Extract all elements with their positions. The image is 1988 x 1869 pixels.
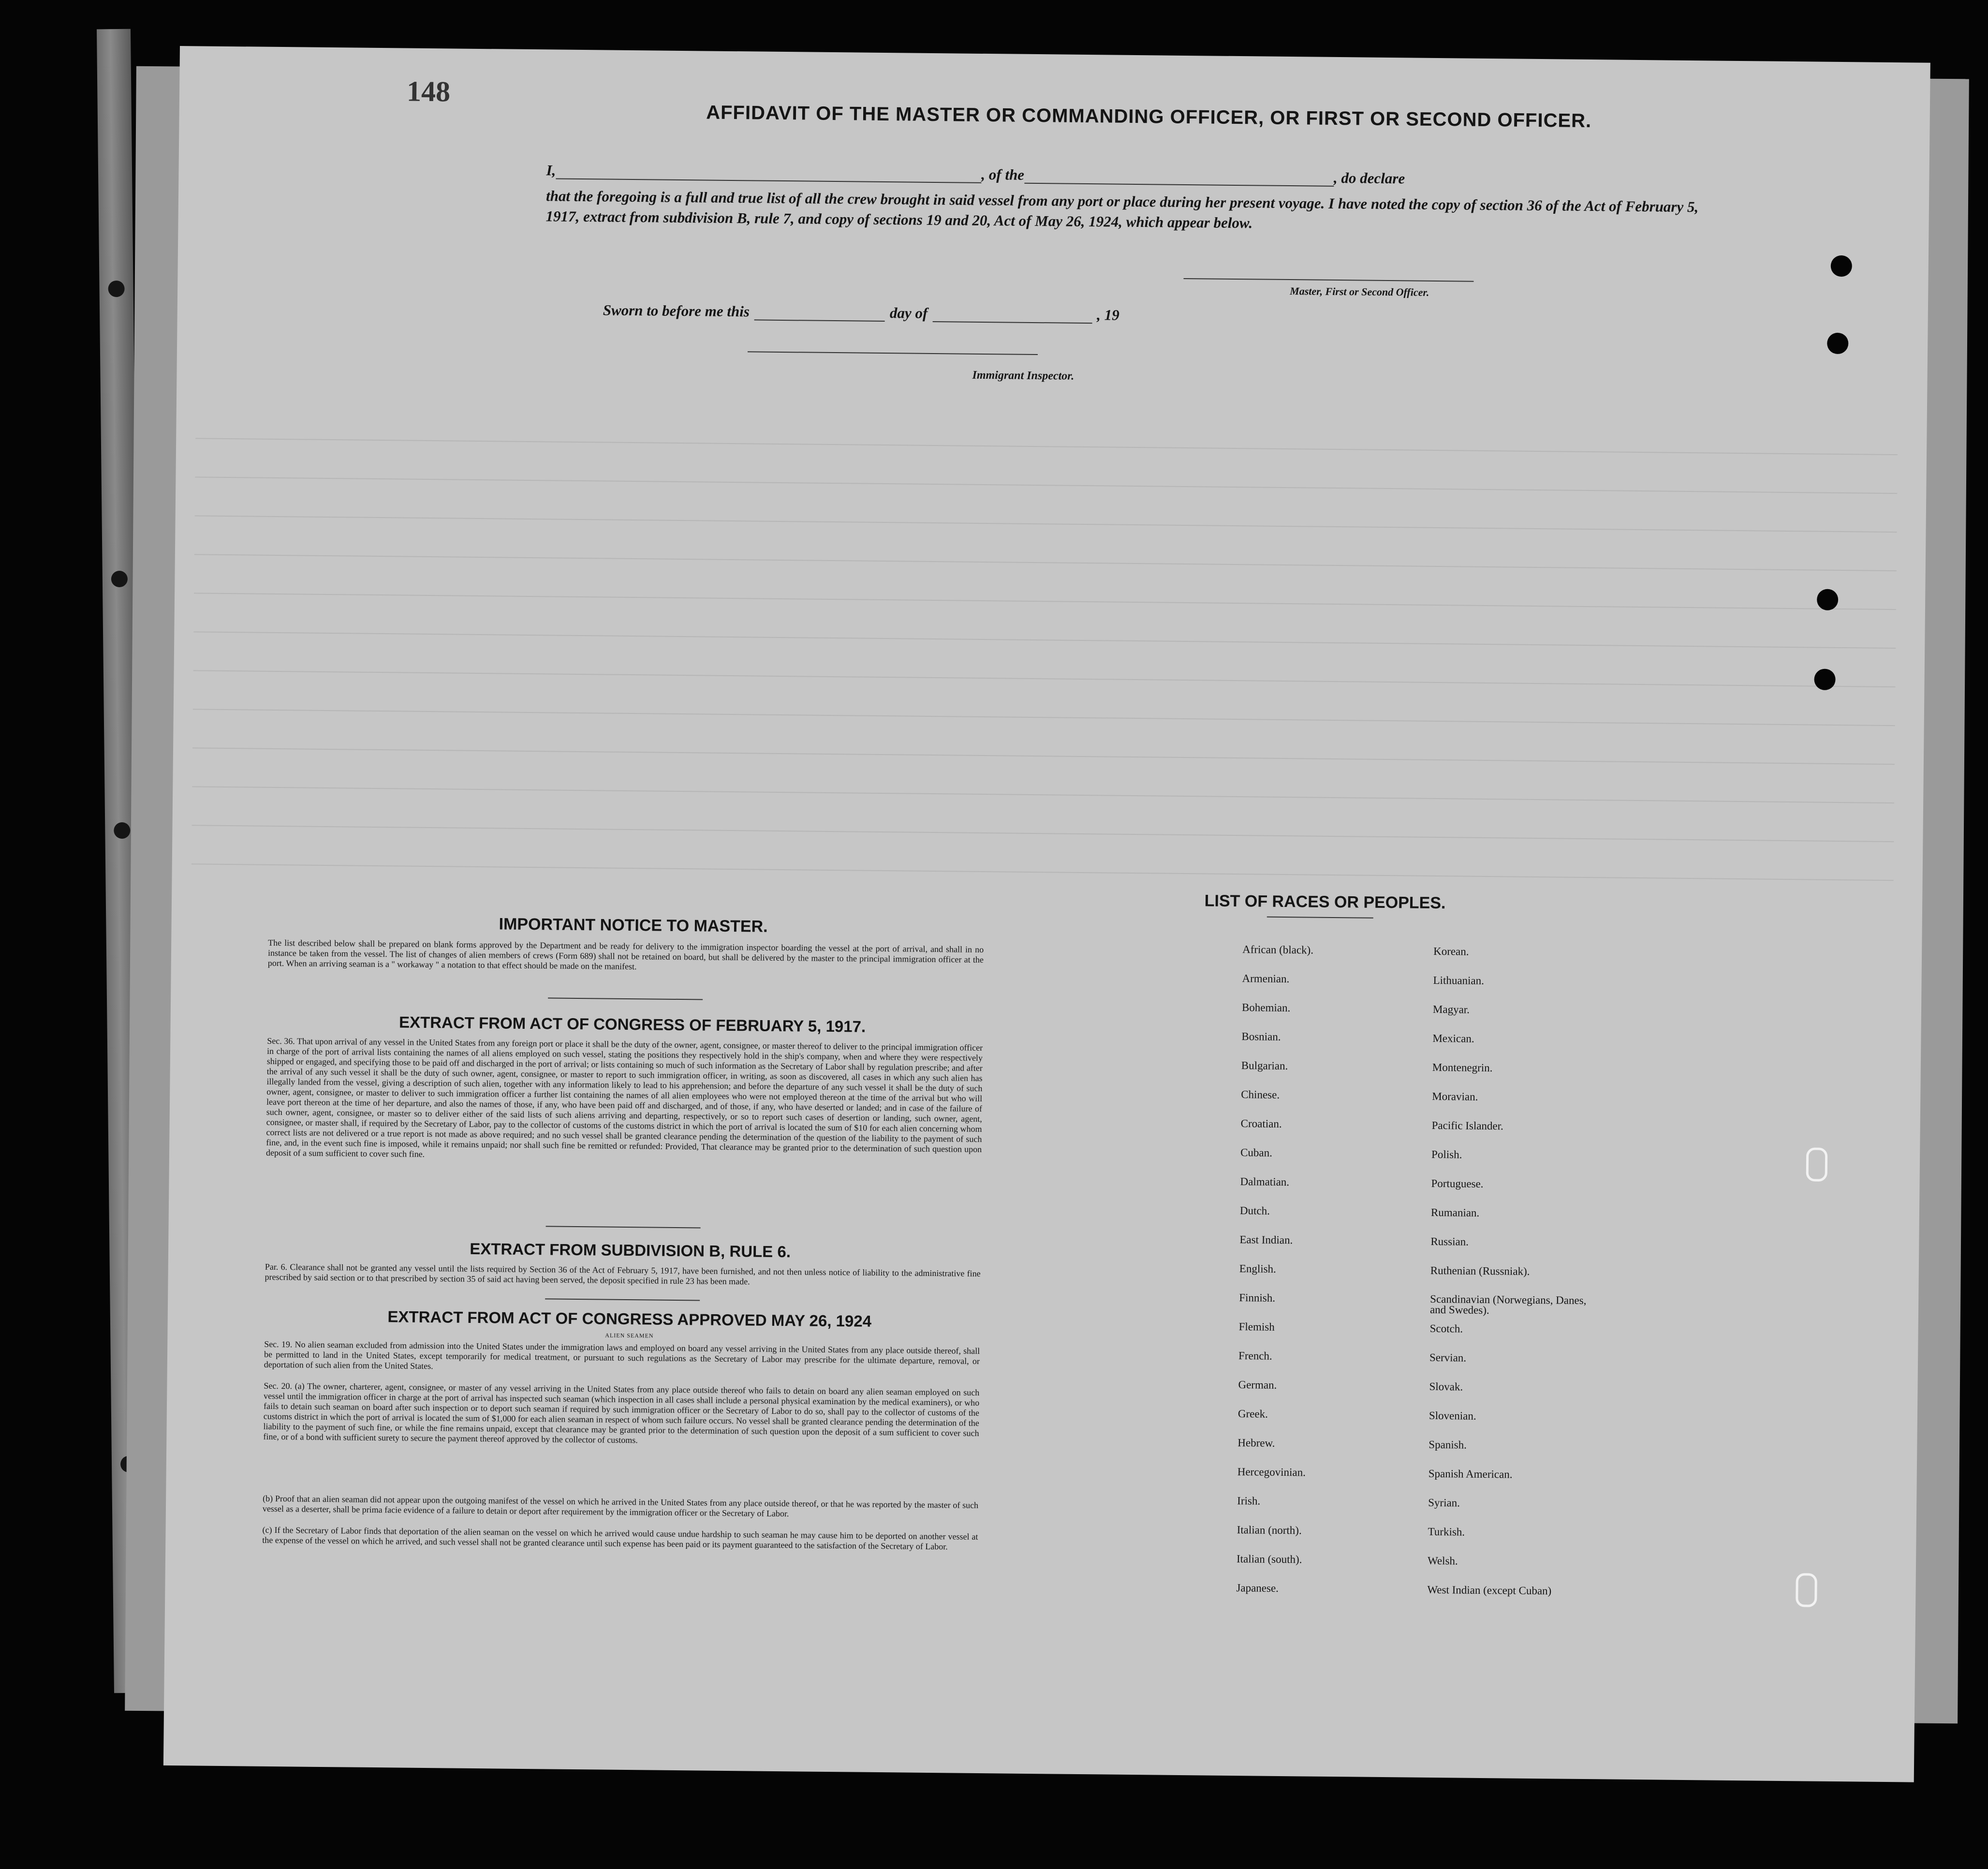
- race-item: Bulgarian.: [1241, 1059, 1288, 1072]
- race-item: Polish.: [1431, 1148, 1462, 1161]
- punch-hole: [1814, 669, 1835, 690]
- race-item: West Indian (except Cuban): [1427, 1583, 1552, 1597]
- notice-body: The list described below shall be prepared on blank forms approved by the Department and be ready for delivery to the immigration inspector boarding the vessel at the port of arrival, and shall in no instance be taken from the vessel. The list of changes of alien members of crews (Form 689) shall not be retained on board, but shall be delivered by the master to the principal immigration officer at the port. When an arriving seaman is a " workaway " a notation to that effect should be made on the manifest.: [267, 937, 984, 972]
- extract-1917-body: Sec. 36. That upon arrival of any vessel in the United States from any foreign port or place it shall be the duty of the owner, agent, consignee, or master thereof to deliver to the principal immigration officer in charge of the port of arrival lists containing the names of all aliens employed on such vessel, stating the positions they respectively hold in the ship's company, when and where they were respectively shipped or engaged, and specifying those to be paid off and discharged in the port of arrival; or lists containing so much of such information as the Secretary of Labor shall by regulation prescribe; and after the arrival of any such vessel it shall be the duty of such owner, agent, consignee, or master to report to such immigration officer, in writing, as soon as discovered, all cases in which any such alien has illegally landed from the vessel, giving a description of such alien, together with any information likely to lead to his apprehension; and before the departure of any such vessel it shall be the duty of such owner, agent, consignee, or master to deliver to such immigration officer a further list containing the names of all alien employees who were not employed thereon at the time of the arrival but who will leave port thereon at the time of her departure, and also the names of those, if any, who have been paid off and discharged, and of those, if any, who have deserted or landed; and in case of the failure of such owner, agent, consignee, or master so to deliver either of the said lists of such aliens arriving and departing, respectively, or so to report such cases of desertion or landing, such owner, agent, consignee, or master shall, if required by the Secretary of Labor, pay to the collector of customs of the customs district in which the port of arrival is located the sum of $10 for each alien concerning whom correct lists are not delivered or a true report is not made as above required; and no such vessel shall be granted clearance pending the determination of the question of the liability to the payment of such fine, and, in the event such fine is imposed, while it remains unpaid; nor shall such fine be remitted or refunded: Provided, That clearance may be granted prior to the determination of such question upon deposit of a sum sufficient to cover such fine.: [265, 1036, 983, 1159]
- punch-hole: [1831, 255, 1852, 277]
- races-right-column: [1427, 946, 1607, 1615]
- race-item: Spanish.: [1428, 1438, 1467, 1451]
- binding-hole: [108, 281, 124, 297]
- punch-hole: [1817, 589, 1838, 610]
- divider: [545, 1298, 700, 1301]
- extract-1924-sec19: Sec. 19. No alien seaman excluded from admission into the United States under the immigration laws and employed on board any vessel arriving in the United States from any place outside thereof, shall be permitted to land in the United States, except temporarily for medical treatment, or pursuant to such regulations as the Secretary of Labor may prescribe for the ultimate departure, removal, or deportation of such alien from the United States.: [264, 1339, 980, 1371]
- divider: [546, 1226, 701, 1228]
- extract-1924-sec20c: (c) If the Secretary of Labor finds that deportation of the alien seaman on the vessel on which he arrived would cause undue hardship to such seaman he may cause him to be deported on another vessel at the expense of the vessel on which he arrived, and such vessel shall not be granted clearance until such expense has been paid or its payment guaranteed to the satisfaction of the Secretary of Labor.: [262, 1525, 978, 1552]
- rule6-body: Par. 6. Clearance shall not be granted any vessel until the lists required by Section 36 of the Act of February 5, 1917, have been furnished, and not then unless notice of liability to the administrative fine prescribed by said section or to that prescribed by section 35 of said act having been served, the deposit specified in rule 23 has been made.: [265, 1261, 981, 1287]
- race-item: Pacific Islander.: [1431, 1119, 1503, 1132]
- race-item: Irish.: [1237, 1495, 1261, 1507]
- race-item: Spanish American.: [1428, 1467, 1513, 1481]
- manifest-page: [163, 46, 1930, 1782]
- notice-title: IMPORTANT NOTICE TO MASTER.: [499, 915, 768, 936]
- inspector-caption: Immigrant Inspector.: [972, 369, 1075, 383]
- sworn-month-blank[interactable]: [932, 321, 1092, 324]
- race-item: Russian.: [1430, 1235, 1469, 1248]
- sworn-year-label: , 19: [1097, 306, 1119, 324]
- race-item: Rumanian.: [1430, 1206, 1480, 1219]
- race-item: Dutch.: [1239, 1204, 1270, 1217]
- binding-hole: [114, 822, 130, 839]
- race-item: Italian (south).: [1236, 1553, 1302, 1566]
- race-item: Chinese.: [1241, 1088, 1280, 1101]
- race-item: Flemish: [1238, 1320, 1275, 1333]
- races-left-column: [1236, 944, 1313, 1612]
- declaration-i-label: I,: [546, 162, 556, 179]
- inspector-signature-line[interactable]: [748, 351, 1038, 355]
- rule6-title: EXTRACT FROM SUBDIVISION B, RULE 6.: [470, 1239, 791, 1261]
- race-item: Greek.: [1237, 1408, 1268, 1420]
- master-signature-line[interactable]: [1183, 278, 1473, 282]
- race-item: Scotch.: [1429, 1322, 1463, 1335]
- sworn-day-label: day of: [889, 304, 928, 322]
- races-title: LIST OF RACES OR PEOPLES.: [1204, 891, 1446, 913]
- race-item: French.: [1238, 1350, 1272, 1362]
- race-item: English.: [1239, 1262, 1276, 1275]
- race-item: Slovak.: [1429, 1380, 1463, 1393]
- race-item: Welsh.: [1427, 1554, 1458, 1567]
- race-item: Montenegrin.: [1432, 1061, 1493, 1074]
- declaration-declare-label: , do declare: [1333, 169, 1405, 187]
- ring-hole: [1796, 1573, 1817, 1607]
- race-item: Syrian.: [1428, 1496, 1460, 1509]
- race-item: Turkish.: [1428, 1525, 1465, 1538]
- race-item: Mexican.: [1432, 1032, 1474, 1045]
- race-item: Portuguese.: [1431, 1177, 1484, 1190]
- extract-1924-sec20a: Sec. 20. (a) The owner, charterer, agent, consignee, or master of any vessel arriving in the United States from any place outside thereof who fails to detain on board any alien seaman employed on such vessel until the immigration officer in charge at the port of arrival has inspected such seaman (which inspection in all cases shall include a personal physical examination by the medical examiners), or who fails to detain such seaman on board after such inspection or to deport such seaman if required by such immigration officer or the Secretary of Labor to do so, shall pay to the collector of customs of the customs district in which the port of arrival is located the sum of $1,000 for each alien seaman in respect of whom such failure occurs. No vessel shall be granted clearance pending the determination of the liability to the payment of such fine, or while the fine remains unpaid, except that clearance may be granted prior to the determination of such question upon the deposit of a sum sufficient to cover such fine, or of a bond with sufficient surety to secure the payment thereof approved by the collector of customs.: [263, 1380, 980, 1445]
- race-item: Italian (north).: [1237, 1524, 1302, 1537]
- race-item: African (black).: [1242, 943, 1314, 956]
- race-item: East Indian.: [1239, 1233, 1293, 1246]
- race-item: Dalmatian.: [1240, 1175, 1290, 1188]
- races-title-underline: [1267, 917, 1373, 919]
- declaration-line: [546, 162, 1644, 190]
- race-item: Moravian.: [1432, 1090, 1478, 1103]
- page-number: 148: [406, 75, 451, 108]
- race-item: Finnish.: [1239, 1291, 1276, 1304]
- race-item: German.: [1238, 1379, 1277, 1391]
- race-item: Hercegovinian.: [1237, 1466, 1306, 1479]
- sworn-prefix: Sworn to before me this: [603, 301, 750, 320]
- divider: [548, 997, 703, 1000]
- race-item: Scandinavian (Norwegians, Danes, and Swedes).: [1429, 1292, 1587, 1317]
- race-item: Lithuanian.: [1433, 974, 1485, 987]
- vessel-blank[interactable]: [1024, 183, 1334, 187]
- declaration-paragraph: that the foregoing is a full and true list of all the crew brought in said vessel from any port or place during her present voyage. I have noted the copy of section 36 of the Act of February 5, 1917, extract from subdivision B, rule 7, and copy of sections 19 and 20, Act of May 26, 1924, which appear below.: [545, 187, 1699, 232]
- race-item: Bosnian.: [1241, 1030, 1281, 1043]
- name-blank[interactable]: [556, 178, 981, 183]
- declaration-of-the-label: , of the: [981, 165, 1025, 183]
- punch-hole: [1827, 333, 1848, 354]
- race-item: Hebrew.: [1237, 1437, 1275, 1449]
- race-item: Ruthenian (Russniak).: [1430, 1264, 1530, 1277]
- race-item: Magyar.: [1432, 1003, 1470, 1016]
- sworn-line: [603, 301, 1119, 324]
- extract-1924-title: EXTRACT FROM ACT OF CONGRESS APPROVED MAY 26, 1924: [387, 1307, 872, 1330]
- race-item: Japanese.: [1236, 1582, 1279, 1594]
- race-item: Croatian.: [1240, 1117, 1282, 1130]
- master-signature-caption: Master, First or Second Officer.: [1290, 285, 1429, 298]
- race-item: Servian.: [1429, 1351, 1467, 1364]
- sworn-day-blank[interactable]: [754, 319, 885, 322]
- race-item: Slovenian.: [1428, 1409, 1476, 1422]
- ring-hole: [1806, 1147, 1828, 1181]
- extract-1924-sec20b: (b) Proof that an alien seaman did not appear upon the outgoing manifest of the vessel on which he arrived in the United States from any place outside thereof, or that he was reported by the master of such vessel as a deserter, shall be prima facie evidence of a failure to detain or deport after requirement by the immigration officer or the Secretary of Labor.: [262, 1493, 979, 1519]
- race-item: Bohemian.: [1241, 1001, 1291, 1014]
- race-item: Cuban.: [1240, 1146, 1273, 1159]
- affidavit-title: AFFIDAVIT OF THE MASTER OR COMMANDING OFFICER, OR FIRST OR SECOND OFFICER.: [706, 102, 1592, 132]
- race-item: Korean.: [1433, 945, 1469, 958]
- alien-seamen-subtitle: ALIEN SEAMEN: [605, 1332, 654, 1339]
- extract-1917-title: EXTRACT FROM ACT OF CONGRESS OF FEBRUARY 5, 1917.: [398, 1013, 866, 1036]
- race-item: Armenian.: [1242, 972, 1290, 985]
- binding-hole: [111, 571, 128, 587]
